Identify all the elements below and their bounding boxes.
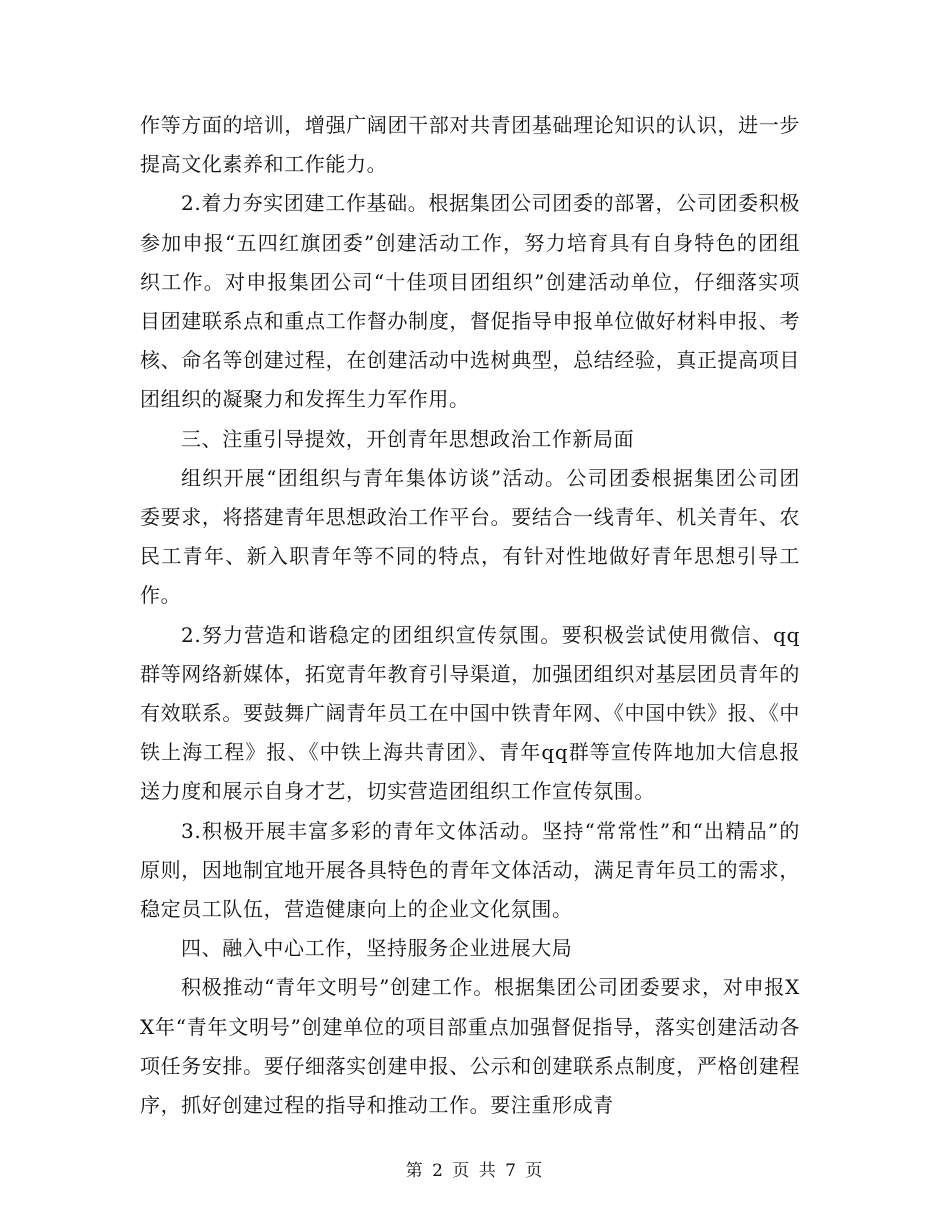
- paragraph-item-2-foundation: 2.着力夯实团建工作基础。根据集团公司团委的部署，公司团委积极参加申报“五四红旗团委”创建活动工作，努力培育具有自身特色的团组织工作。对申报集团公司“十佳项目团组织”创建活动单位，仔细落实项目团建联系点和重点工作督办制度，督促指导申报单位做好材料申报、考核、命名等创建过程，在创建活动中选树典型，总结经验，真正提高项目团组织的凝聚力和发挥生力军作用。: [140, 191, 800, 412]
- body-text: [140, 106, 800, 1125]
- paragraph-item-2-publicity: 2.努力营造和谐稳定的团组织宣传氛围。要积极尝试使用微信、qq群等网络新媒体，拓宽青年教育引导渠道，加强团组织对基层团员青年的有效联系。要鼓舞广阔青年员工在中国中铁青年网、《中国中铁》报、《中铁上海工程》报、《中铁上海共青团》、青年qq群等宣传阵地加大信息报送力度和展示自身才艺，切实营造团组织工作宣传氛围。: [140, 622, 800, 804]
- paragraph-group-interview: 组织开展“团组织与青年集体访谈”活动。公司团委根据集团公司团委要求，将搭建青年思想政治工作平台。要结合一线青年、机关青年、农民工青年、新入职青年等不同的特点，有针对性地做好青年思想引导工作。: [140, 465, 800, 608]
- paragraph-continuation: 作等方面的培训，增强广阔团干部对共青团基础理论知识的认识，进一步提高文化素养和工作能力。: [140, 113, 800, 177]
- section-heading-3: 三、注重引导提效，开创青年思想政治工作新局面: [181, 426, 635, 451]
- paragraph-civilization-badge: 积极推动“青年文明号”创建工作。根据集团公司团委要求，对申报XX年“青年文明号”创建单位的项目部重点加强督促指导，落实创建活动各项任务安排。要仔细落实创建申报、公示和创建联系点制度，严格创建程序，抓好创建过程的指导和推动工作。要注重形成青: [140, 975, 800, 1118]
- page-footer: 第 2 页 共 7 页: [405, 1161, 545, 1181]
- paragraph-item-3-activities: 3.积极开展丰富多彩的青年文体活动。坚持“常常性”和“出精品”的原则，因地制宜地开展各具特色的青年文体活动，满足青年员工的需求，稳定员工队伍，营造健康向上的企业文化氛围。: [140, 818, 800, 922]
- section-heading-4: 四、融入中心工作，坚持服务企业进展大局: [181, 936, 573, 961]
